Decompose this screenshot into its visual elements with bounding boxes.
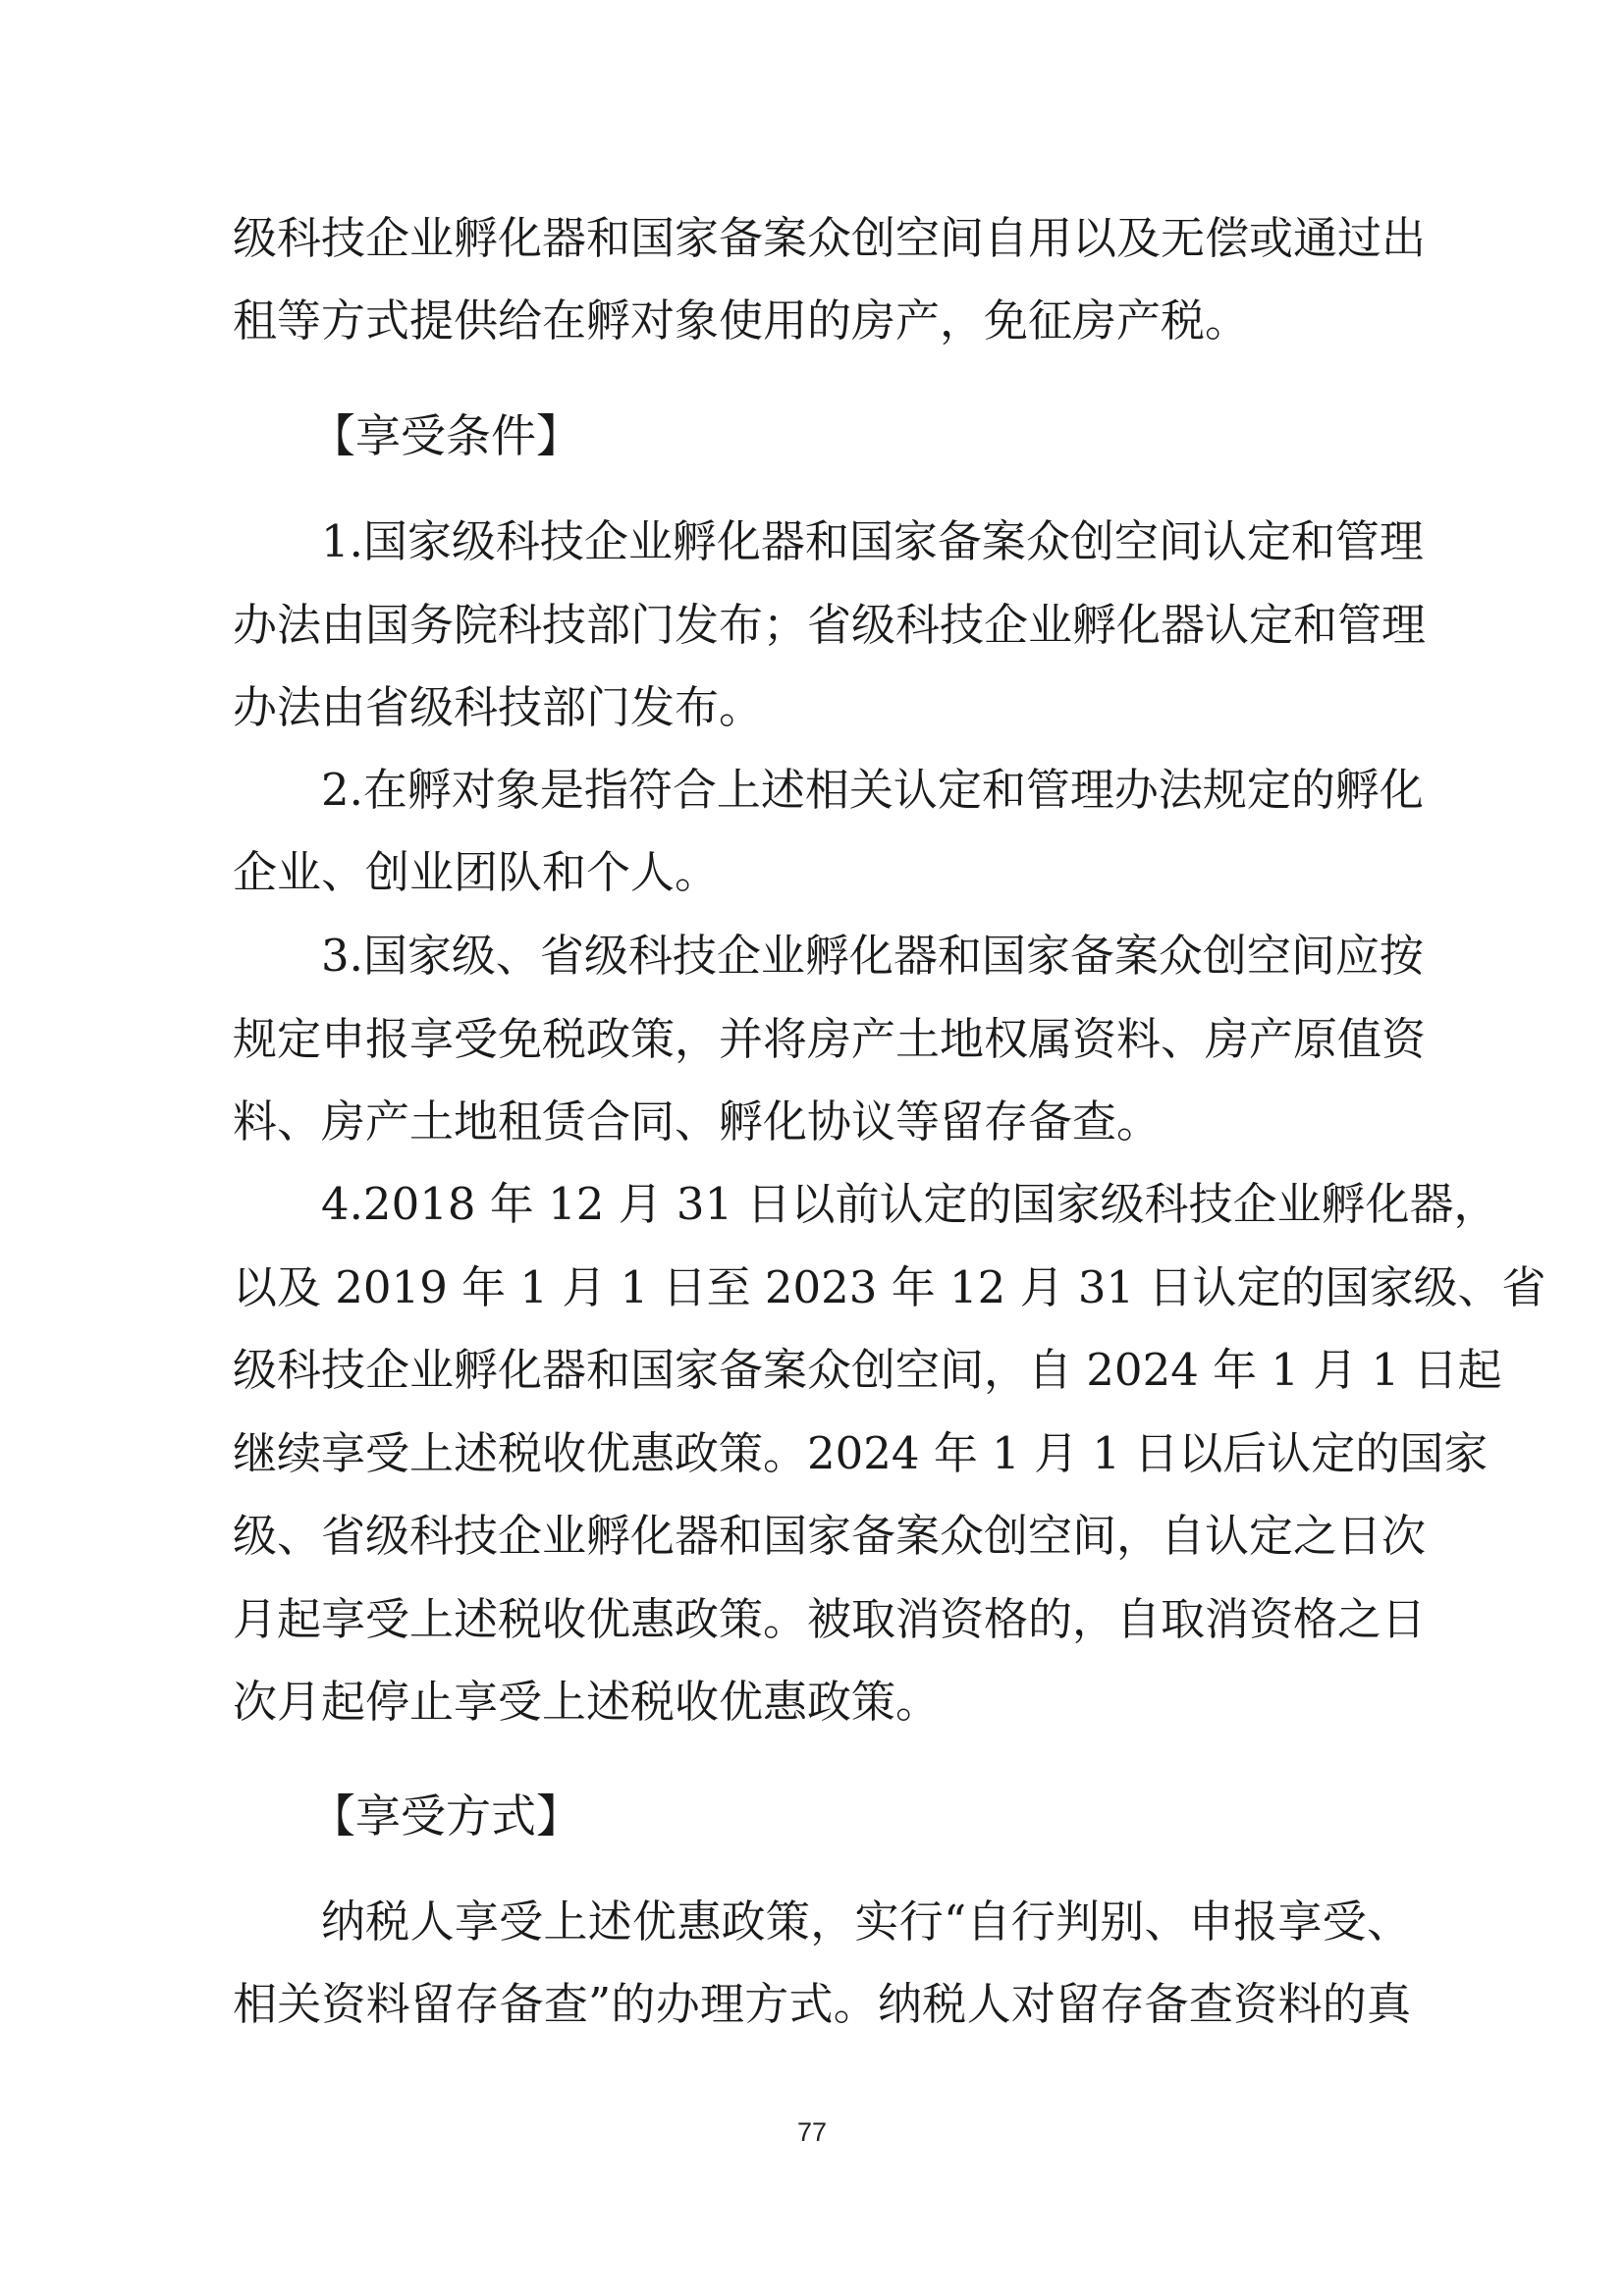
text-line: 料、房产土地租赁合同、孵化协议等留存备查。 bbox=[233, 1095, 1162, 1148]
text-line: 相关资料留存备查”的办理方式。纳税人对留存备查资料的真 bbox=[233, 1978, 1411, 2030]
section-heading-conditions: 【享受条件】 bbox=[310, 409, 581, 462]
text-line: 企业、创业团队和个人。 bbox=[233, 846, 720, 898]
section-heading-method: 【享受方式】 bbox=[310, 1789, 581, 1842]
text-line: 规定申报享受免税政策，并将房产土地权属资料、房产原值资 bbox=[233, 1013, 1427, 1065]
text-line: 4.2018 年 12 月 31 日以前认定的国家级科技企业孵化器， bbox=[321, 1178, 1498, 1230]
text-line: 2.在孵对象是指符合上述相关认定和管理办法规定的孵化 bbox=[321, 764, 1424, 816]
text-line: 纳税人享受上述优惠政策，实行“自行判别、申报享受、 bbox=[321, 1896, 1411, 1948]
text-line: 继续享受上述税收优惠政策。2024 年 1 月 1 日以后认定的国家 bbox=[233, 1427, 1489, 1479]
text-line: 级科技企业孵化器和国家备案众创空间自用以及无偿或通过出 bbox=[233, 212, 1427, 264]
text-line: 3.国家级、省级科技企业孵化器和国家备案众创空间应按 bbox=[321, 930, 1424, 982]
text-line: 月起享受上述税收优惠政策。被取消资格的，自取消资格之日 bbox=[233, 1593, 1427, 1645]
page-number: 77 bbox=[796, 2117, 828, 2147]
text-line: 级科技企业孵化器和国家备案众创空间，自 2024 年 1 月 1 日起 bbox=[233, 1344, 1502, 1396]
text-line: 以及 2019 年 1 月 1 日至 2023 年 12 月 31 日认定的国家级、省 bbox=[233, 1261, 1546, 1313]
text-line: 办法由省级科技部门发布。 bbox=[233, 681, 764, 733]
text-line: 次月起停止享受上述税收优惠政策。 bbox=[233, 1676, 941, 1728]
text-line: 1.国家级科技企业孵化器和国家备案众创空间认定和管理 bbox=[321, 515, 1424, 567]
text-line: 办法由国务院科技部门发布；省级科技企业孵化器认定和管理 bbox=[233, 599, 1427, 651]
text-line: 级、省级科技企业孵化器和国家备案众创空间，自认定之日次 bbox=[233, 1510, 1427, 1562]
text-line: 租等方式提供给在孵对象使用的房产，免征房产税。 bbox=[233, 294, 1250, 347]
